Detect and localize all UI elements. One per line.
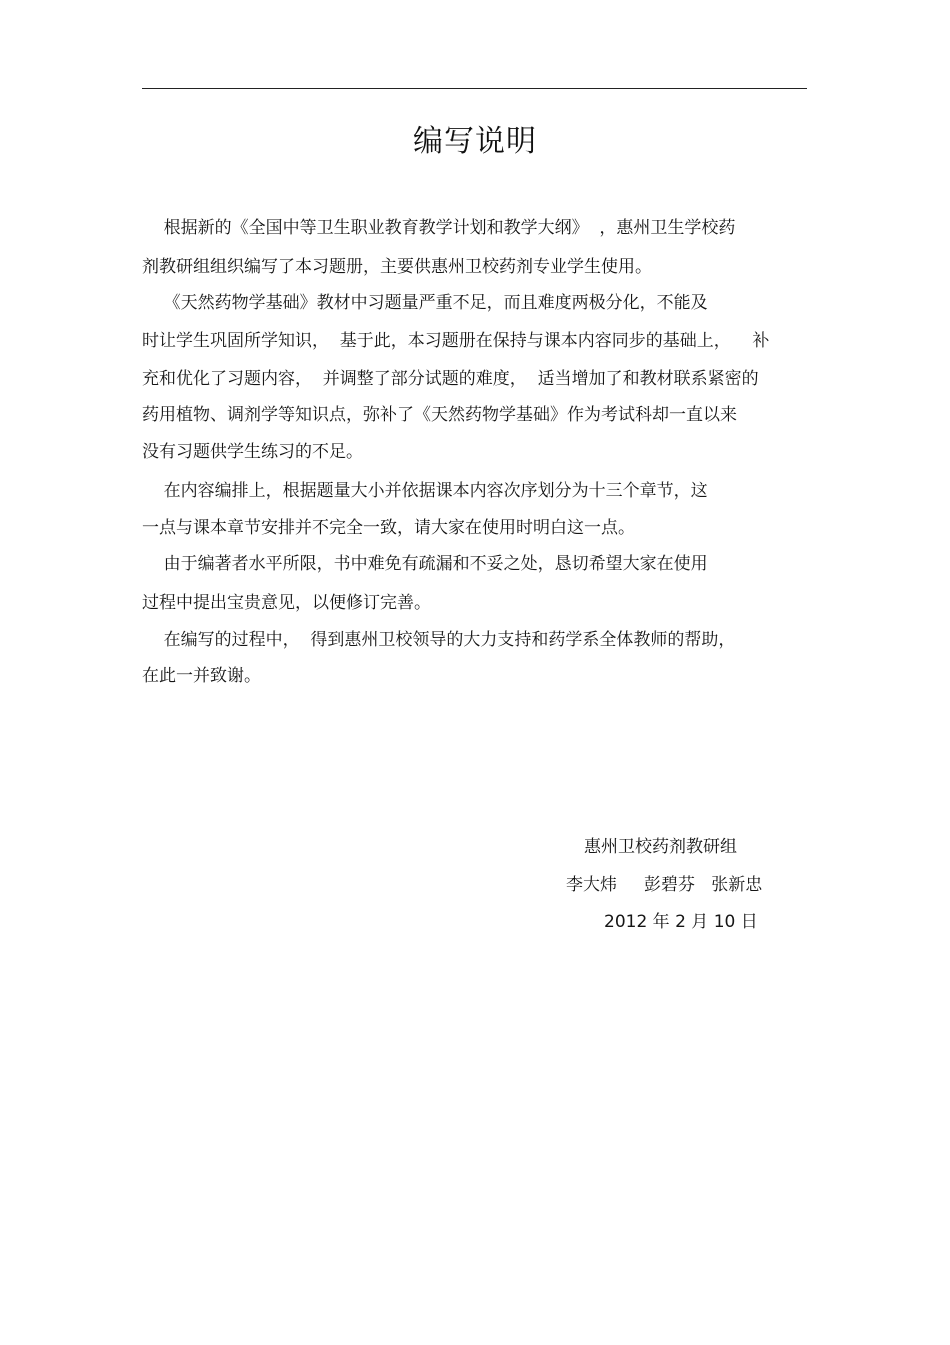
body-line-9: 一点与课本章节安排并不完全一致，请大家在使用时明白这一点。 [142,518,635,538]
body-line-13: 在此一并致谢。 [142,666,261,686]
body-line-11: 过程中提出宝贵意见，以便修订完善。 [142,593,431,613]
body-line-10: 由于编著者水平所限，书中难免有疏漏和不妥之处，恳切希望大家在使用 [142,554,708,574]
signature-group: 惠州卫校药剂教研组 [584,837,737,857]
body-line-12: 在编写的过程中， 得到惠州卫校领导的大力支持和药学系全体教师的帮助， [142,630,736,650]
body-line-7: 没有习题供学生练习的不足。 [142,442,363,462]
signature-authors: 李大炜 彭碧芬 张新忠 [566,875,763,895]
page-title: 编写说明 [413,124,537,159]
body-line-3: 《天然药物学基础》教材中习题量严重不足，而且难度两极分化，不能及 [142,293,708,313]
body-line-6: 药用植物、调剂学等知识点，弥补了《天然药物学基础》作为考试科却一直以来 [142,405,737,425]
header-rule [142,88,807,89]
body-line-4: 时让学生巩固所学知识， 基于此，本习题册在保持与课本内容同步的基础上， 补 [142,331,770,351]
body-line-8: 在内容编排上，根据题量大小并依据课本内容次序划分为十三个章节，这 [142,481,708,501]
body-line-1: 根据新的《全国中等卫生职业教育教学计划和教学大纲》 ，惠州卫生学校药 [142,218,736,238]
body-line-2: 剂教研组组织编写了本习题册，主要供惠州卫校药剂专业学生使用。 [142,257,652,277]
signature-date: 2012 年 2 月 10 日 [604,912,758,932]
body-line-5: 充和优化了习题内容， 并调整了部分试题的难度， 适当增加了和教材联系紧密的 [142,369,759,389]
